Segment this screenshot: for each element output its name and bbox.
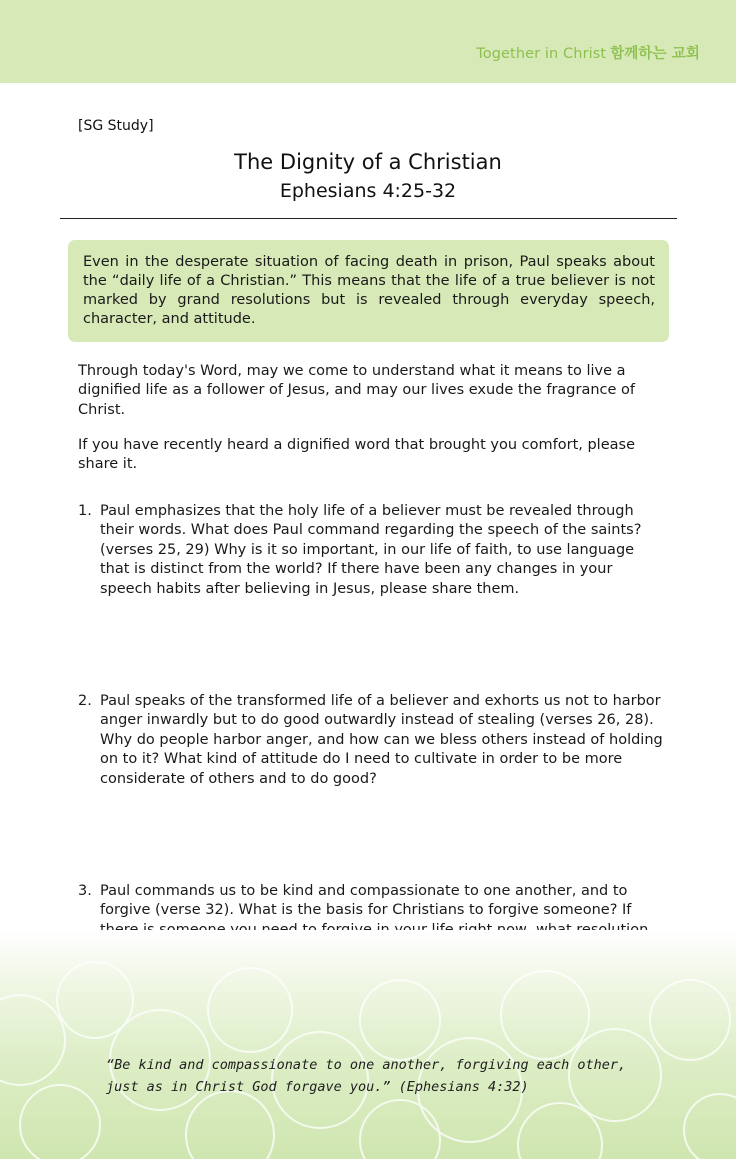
- brand-korean: 함께하는 교회: [610, 46, 700, 62]
- title-divider: [60, 218, 677, 219]
- brand-logo: [476, 42, 700, 63]
- question-number: 3.: [78, 883, 92, 899]
- study-tag: [SG Study]: [78, 118, 154, 134]
- decorative-bubbles-background: [0, 930, 736, 1159]
- question-text: Paul commands us to be kind and compassionate to one another, and to forgive (verse 32). What is the basis for Christians to forgive someone? If: [100, 883, 632, 919]
- intro-text: Even in the desperate situation of facing death in prison, Paul speaks about the “daily life of a Christian.” This means that the life of a true believer is not marked by grand resolutions but is revealed through everyday speech, character, and attitude.: [83, 254, 655, 327]
- page-title: The Dignity of a Christian: [234, 150, 502, 174]
- icebreaker-prompt: If you have recently heard a dignified word that brought you comfort, please share it.: [78, 437, 635, 473]
- question-text: Paul emphasizes that the holy life of a believer must be revealed through their words. What does Paul command regarding the speech of the saints? (verses 25, 29) Why is it so important, in our life of faith, to use language that is distinct from the world? If there have been any changes in your speech habits after believing in Jesus, please share them.: [100, 503, 642, 597]
- bubbles-pattern: [0, 930, 736, 1159]
- question-1: [78, 502, 663, 599]
- scripture-reference: Ephesians 4:25-32: [279, 180, 457, 202]
- intro-box: [68, 240, 669, 342]
- opening-paragraph: Through today's Word, may we come to understand what it means to live a dignified life as a follower of Jesus, and may our lives exude the fragrance of Christ.: [78, 363, 636, 418]
- question-text: Paul speaks of the transformed life of a believer and exhorts us not to harbor anger inwardly but to do good outwardly instead of stealing (verses 26, 28). Why do people harbor anger, and how can we bless others instead of holding on to it? What kind of attitude do I need to cultivate in order to be more considerate of others and to do good?: [100, 693, 663, 787]
- memory-verse: “Be kind and compassionate to one another, forgiving each other, just as in Christ God forgave you.” (Ephesians 4:32): [106, 1057, 627, 1095]
- question-number: 1.: [78, 503, 92, 519]
- question-2: [78, 692, 663, 789]
- question-number: 2.: [78, 693, 92, 709]
- brand-english: Together in Christ: [476, 46, 607, 62]
